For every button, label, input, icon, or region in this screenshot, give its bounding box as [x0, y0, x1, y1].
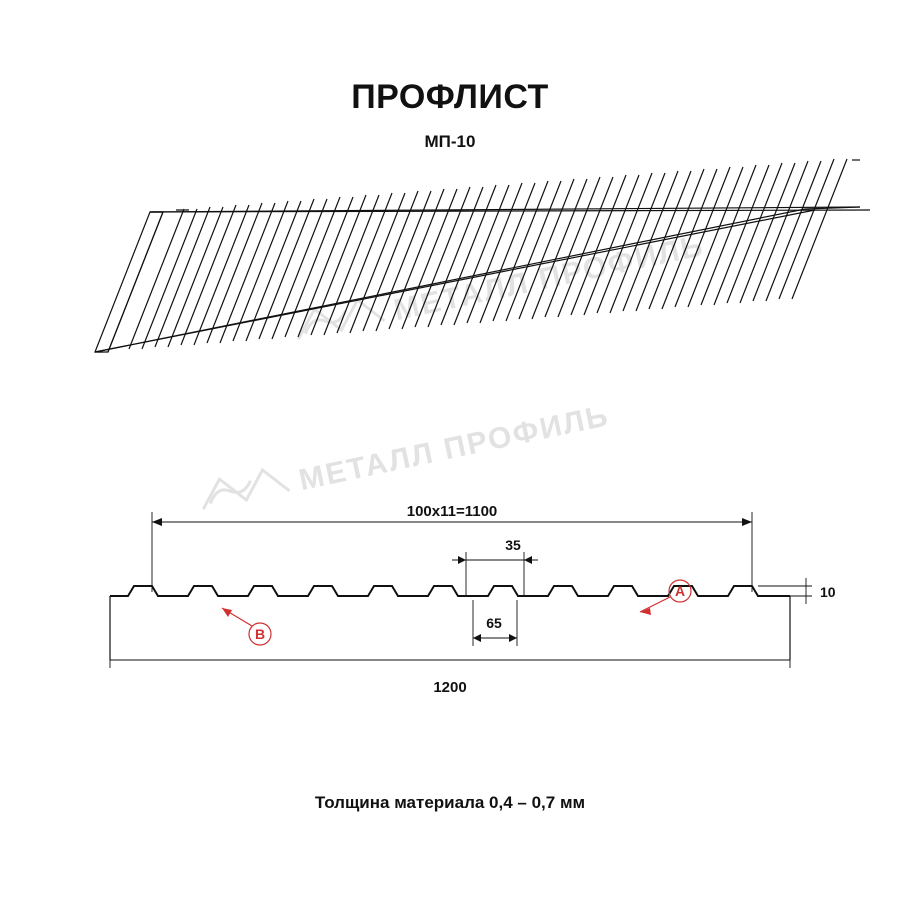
isometric-sheet-view	[95, 159, 870, 352]
dimension-top-span-label: 100x11=1100	[406, 503, 498, 520]
callout-a-label: A	[674, 583, 686, 599]
watermark-upper-text: МЕТАЛЛ ПРОФИЛЬ	[391, 229, 708, 328]
dimension-total-width-label: 1200	[433, 679, 467, 696]
product-code: МП-10	[424, 132, 476, 151]
watermark-lower	[198, 397, 612, 518]
dimension-rib-bottom-label: 65	[486, 615, 502, 631]
dimension-rib-top	[452, 552, 538, 596]
dimension-total-width	[110, 596, 790, 668]
dimension-height-label: 10	[820, 584, 836, 600]
profile-outline	[110, 586, 790, 596]
page-title: ПРОФЛИСТ	[351, 78, 549, 116]
dimension-rib-top-label: 35	[505, 537, 521, 553]
section-profile-view	[110, 503, 836, 696]
watermark-lower-text: МЕТАЛЛ ПРОФИЛЬ	[296, 399, 613, 498]
callout-b-label: B	[254, 626, 266, 642]
dimension-top-span	[152, 512, 752, 592]
material-thickness-note: Толщина материала 0,4 – 0,7 мм	[314, 793, 586, 812]
dimension-height	[758, 578, 812, 604]
